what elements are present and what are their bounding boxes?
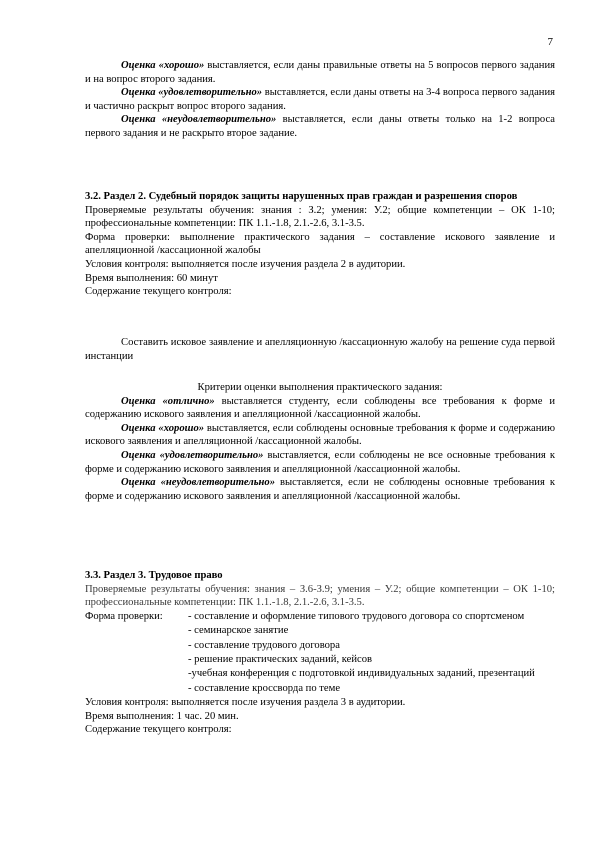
grade-good-text: выставляется, если даны правильные ответы на 5 вопросов первого задания и на вопрос второго задания. [85,60,555,85]
grade-unsatisfactory-label: Оценка «неудовлетворительно» [121,114,277,126]
criteria-satisfactory-label: Оценка «удовлетворительно» [121,449,264,461]
form-item: - решение практических заданий, кейсов [188,654,372,665]
criteria-good-label: Оценка «хорошо» [121,422,205,434]
grade-satisfactory [85,86,555,113]
grade-good [85,59,555,86]
section-3-2-heading: 3.2. Раздел 2. Судебный порядок защиты нарушенных прав граждан и разрешения споров [85,191,518,202]
form-item: - составление и оформление типового трудового договора со спортсменом [188,610,525,622]
grade-satisfactory-text: выставляется, если даны ответы на 3-4 вопроса первого задания и частично раскрыт вопрос второго задания. [85,87,555,112]
form-list [188,610,555,696]
section-3-2-form: Форма проверки: выполнение практического задания – составление искового заявление и апелляционной /кассационной жалобы [85,231,555,257]
criteria-unsatisfactory-text: выставляется, если не соблюдены основные требования к форме и содержанию искового заявления и апелляционной /кассационной жалобы. [85,477,555,502]
section-3-3-content: Содержание текущего контроля: [85,724,232,736]
section-3-2 [85,190,555,299]
grade-satisfactory-label: Оценка «удовлетворительно» [121,87,263,99]
task-text: Составить исковое заявление и апелляционную /кассационную жалобу на решение суда первой инстанции [85,337,555,362]
section-3-3-time: Время выполнения: 1 час. 20 мин. [85,710,239,722]
criteria-block [85,381,555,503]
grading-block-1 [85,59,555,141]
form-item: -учебная конференция с подготовкой индивидуальных заданий, презентаций [188,668,535,680]
section-3-2-results: Проверяемые результаты обучения: знания : З.2; умения: У.2; общие компетенции – ОК 1-10; профессиональные компетенции: ПК 1.1.-1.8, 2.1.-2.6, 3.1-3.5. [85,204,555,230]
grade-good-label: Оценка «хорошо» [121,60,205,71]
grade-unsatisfactory [85,113,555,140]
grade-unsatisfactory-text: выставляется, если даны ответы только на 1-2 вопроса первого задания и не раскрыто второе задание. [85,114,555,139]
criteria-excellent [85,395,555,422]
criteria-satisfactory [85,449,555,476]
criteria-good [85,422,555,449]
criteria-excellent-label: Оценка «отлично» [121,395,215,407]
criteria-unsatisfactory [85,476,555,503]
form-item: - семинарское занятие [188,625,289,637]
criteria-excellent-text: выставляется студенту, если соблюдены все требования к форме и содержанию искового заявления и апелляционной /кассационной жалобы. [85,395,556,421]
criteria-satisfactory-text: выставляется, если соблюдены не все основные требования к форме и содержанию искового заявления и апелляционной /кассационной жалобы. [85,449,555,475]
page-number: 7 [547,36,553,48]
section-3-2-conditions: Условия контроля: выполняется после изучения раздела 2 в аудитории. [85,258,406,270]
form-item: - составление кроссворда по теме [188,682,341,694]
criteria-title: Критерии оценки выполнения практического задания: [197,382,443,393]
section-3-2-task [85,336,555,363]
section-3-2-time: Время выполнения: 60 минут [85,272,218,284]
form-label: Форма проверки: [85,610,163,622]
form-item: - составление трудового договора [188,639,340,651]
criteria-unsatisfactory-label: Оценка «неудовлетворительно» [121,477,276,489]
section-3-2-content: Содержание текущего контроля: [85,286,232,298]
section-3-3-results: Проверяемые результаты обучения: знания – З.6-З.9; умения – У.2; общие компетенции – ОК 1-10; профессиональные компетенции: ПК 1.1.-1.8, 2.1.-2.6, 3.1-3.5. [85,583,555,609]
section-3-3 [85,569,555,737]
criteria-good-text: выставляется, если соблюдены основные требования к форме и содержанию искового заявления и апелляционной /кассационной жалобы. [85,422,555,448]
section-3-3-form [85,610,555,696]
section-3-3-conditions: Условия контроля: выполняется после изучения раздела 3 в аудитории. [85,697,406,709]
section-3-3-heading: 3.3. Раздел 3. Трудовое право [85,570,223,581]
